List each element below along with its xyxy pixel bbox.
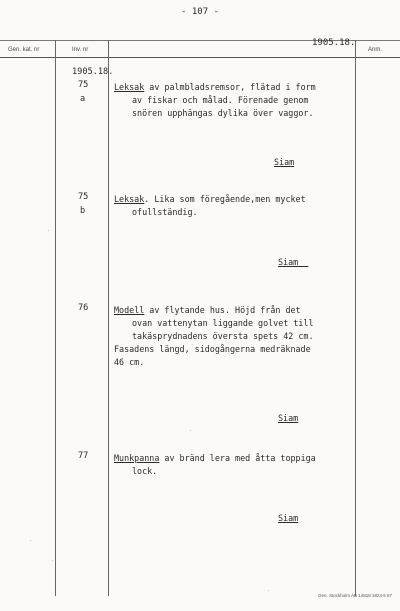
scan-speck: [190, 430, 191, 431]
entry-text-line: 46 cm.: [114, 357, 145, 367]
header-date: 1905.18.: [312, 38, 356, 48]
entry-signature: Siam: [278, 413, 299, 423]
entry-sub: b: [80, 206, 86, 216]
scan-speck: [52, 560, 53, 561]
scan-speck: [268, 590, 269, 591]
entry-text-line1: Munkpanna av bränd lera med åtta toppiga: [114, 453, 316, 463]
printer-footer: Gen. Stockholm AB 14818 1824 5 67: [317, 593, 392, 598]
entry-text-line: lock.: [132, 466, 158, 476]
entry-number: 76: [78, 303, 89, 313]
scan-speck: [30, 540, 31, 541]
entry-signature: Siam: [274, 157, 295, 167]
entry-signature: Siam: [278, 513, 299, 523]
entry-text-line: ofullständig.: [132, 207, 198, 217]
entry-signature: Siam: [278, 257, 299, 267]
header-inv-nr: Inv. nr: [72, 47, 89, 53]
entry-sub: a: [80, 94, 86, 104]
entry-keyword: Modell: [114, 305, 145, 315]
entry-text-line1: Modell av flytande hus. Höjd från det: [114, 305, 301, 315]
entry-number: 75: [78, 80, 89, 90]
entry-text-line: ovan vattenytan liggande golvet till: [132, 318, 314, 328]
entry-date: 1905.18.: [72, 67, 114, 77]
entry-text-line1: Leksak av palmbladsremsor, flätad i form: [114, 82, 316, 92]
entry-text-line1: Leksak. Lika som föregående,men mycket: [114, 194, 306, 204]
entry-text-line: snören upphängas dylika över vaggor.: [132, 108, 314, 118]
scan-speck: [48, 230, 49, 231]
column-divider-2: [108, 40, 109, 596]
column-divider-1: [55, 40, 56, 596]
entry-number: 75: [78, 192, 89, 202]
column-divider-3: [355, 40, 356, 596]
entry-keyword: Munkpanna: [114, 453, 160, 463]
header-gen-kat-nr: Gen. kat. nr: [8, 47, 40, 53]
entry-keyword: Leksak: [114, 82, 145, 92]
header-bottom-rule: [0, 57, 400, 58]
entry-number: 77: [78, 451, 89, 461]
page-number: - 107 -: [181, 7, 219, 17]
header-anm: Anm.: [368, 47, 383, 53]
entry-keyword: Leksak: [114, 194, 145, 204]
entry-text-line: Fasadens längd, sidogångerna medräknade: [114, 344, 311, 354]
entry-text-line: av fiskar och målad. Förenade genom: [132, 95, 309, 105]
entry-text-line: takäsprydnadens översta spets 42 cm.: [132, 331, 314, 341]
